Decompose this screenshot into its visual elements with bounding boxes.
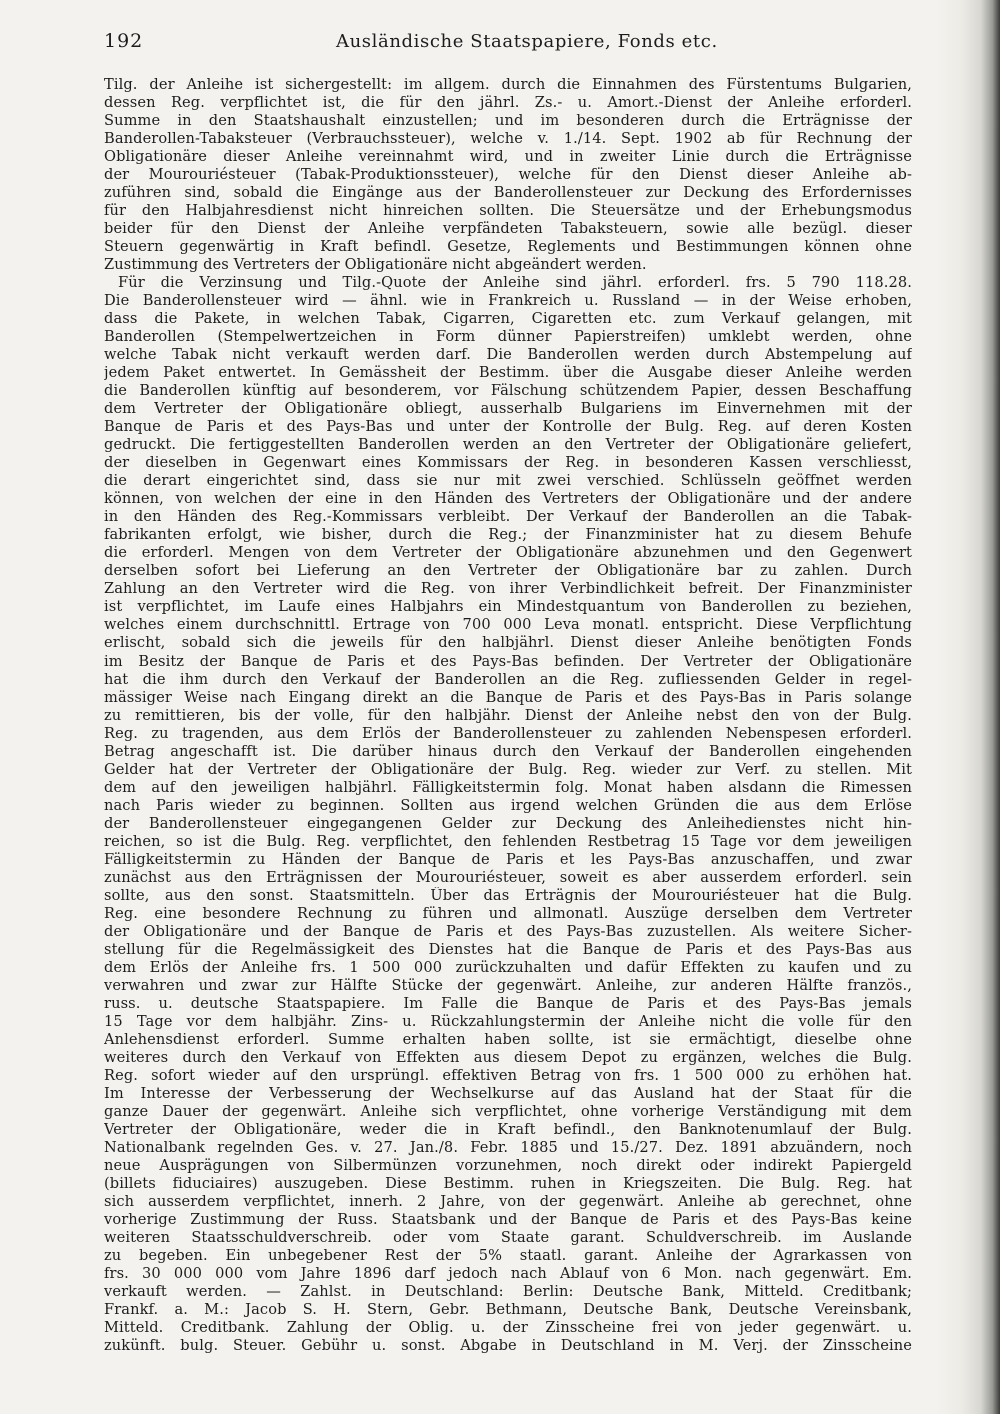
body-line: jedem Paket entwertet. In Gemässheit der Bestimm. über die Ausgabe dieser Anleihe werden <box>104 364 912 382</box>
body-line: Reg. eine besondere Rechnung zu führen und allmonatl. Auszüge derselben dem Vertreter <box>104 904 912 922</box>
body-line: Zahlung an den Vertreter wird die Reg. von ihrer Verbindlichkeit befreit. Der Finanzminister <box>104 580 912 598</box>
body-line: Summe in den Staatshaushalt einzustellen; und im besonderen durch die Erträgnisse der <box>104 112 912 130</box>
body-line: beider für den Dienst der Anleihe verpfändeten Tabaksteuern, sowie alle bezügl. dieser <box>104 220 912 238</box>
body-line: die Banderollen künftig auf besonderem, vor Fälschung schützendem Papier, dessen Beschaffung <box>104 382 912 400</box>
body-line: können, von welchen der eine in den Händen des Vertreters der Obligationäre und der andere <box>104 490 912 508</box>
body-line: Vertreter der Obligationäre, weder die in Kraft befindl., den Banknotenumlauf der Bulg. <box>104 1120 912 1138</box>
body-line: welches einem durchschnittl. Ertrage von 700 000 Leva monatl. entspricht. Diese Verpflichtung <box>104 616 912 634</box>
body-line: Tilg. der Anleihe ist sichergestellt: im allgem. durch die Einnahmen des Fürstentums Bulgarien, <box>104 76 912 93</box>
body-line: sollte, aus den sonst. Staatsmitteln. Über das Erträgnis der Mourouriésteuer hat die Bulg. <box>104 886 912 904</box>
body-line: zuführen sind, sobald die Eingänge aus der Banderollensteuer zur Deckung des Erfordernisses <box>104 184 912 202</box>
body-line: dem Vertreter der Obligationäre obliegt, ausserhalb Bulgariens im Einvernehmen mit der <box>104 400 912 418</box>
body-line: welche Tabak nicht verkauft werden darf. Die Banderollen werden durch Abstempelung auf <box>104 346 912 364</box>
body-line: zunächst aus den Erträgnissen der Mourouriésteuer, soweit es aber ausserdem erforderl. sein <box>104 868 912 886</box>
running-title: Ausländische Staatspapiere, Fonds etc. <box>336 31 718 52</box>
body-line: der dieselben in Gegenwart eines Kommissars der Reg. in besonderen Kassen verschliesst, <box>104 454 912 472</box>
body-line: dessen Reg. verpflichtet ist, die für den jährl. Zs.- u. Amort.-Dienst der Anleihe erforderl. <box>104 94 912 112</box>
body-line: Zustimmung des Vertreters der Obligationäre nicht abgeändert werden. <box>104 256 647 274</box>
body-line: mässiger Weise nach Eingang direkt an die Banque de Paris et des Pays-Bas in Paris solange <box>104 688 912 706</box>
body-line: stellung für die Regelmässigkeit des Dienstes hat die Banque de Paris et des Pays-Bas aus <box>104 940 912 958</box>
body-line: russ. u. deutsche Staatspapiere. Im Falle die Banque de Paris et des Pays-Bas jemals <box>104 994 912 1012</box>
body-line: Steuern gegenwärtig in Kraft befindl. Gesetze, Reglements und Bestimmungen können ohne <box>104 238 912 256</box>
body-line: sich ausserdem verpflichtet, innerh. 2 Jahre, von der gegenwärt. Anleihe ab gerechnet, ohne <box>104 1192 912 1210</box>
body-line: der Mourouriésteuer (Tabak-Produktionssteuer), welche für den Dienst dieser Anleihe ab- <box>104 166 912 184</box>
body-line: der Banderollensteuer eingegangenen Gelder zur Deckung des Anleihedienstes nicht hin- <box>104 814 912 832</box>
body-line: die derart eingerichtet sind, dass sie nur mit zwei verschied. Schlüsseln geöffnet werden <box>104 472 912 490</box>
body-line: (billets fiduciaires) auszugeben. Diese Bestimm. ruhen in Kriegszeiten. Die Bulg. Reg. hat <box>104 1174 912 1192</box>
body-line: zukünft. bulg. Steuer. Gebühr u. sonst. Abgabe in Deutschland in M. Verj. der Zinsscheine <box>104 1337 912 1355</box>
body-line: dem auf den jeweiligen halbjährl. Fälligkeitstermin folg. Monat haben alsdann die Rimessen <box>104 778 912 796</box>
body-line: weiteres durch den Verkauf von Effekten aus diesem Depot zu ergänzen, welches die Bulg. <box>104 1048 912 1066</box>
body-line: Gelder hat der Vertreter der Obligationäre der Bulg. Reg. wieder zur Verf. zu stellen. Mit <box>104 760 912 778</box>
body-line: Banque de Paris et des Pays-Bas und unter der Kontrolle der Bulg. Reg. auf deren Kosten <box>104 418 912 436</box>
body-line: frs. 30 000 000 vom Jahre 1896 darf jedoch nach Ablauf von 6 Mon. nach gegenwärt. Em. <box>104 1265 912 1283</box>
body-line: im Besitz der Banque de Paris et des Pays-Bas befinden. Der Vertreter der Obligationäre <box>104 652 912 670</box>
body-line: verkauft werden. — Zahlst. in Deutschland: Berlin: Deutsche Bank, Mitteld. Creditbank; <box>104 1283 912 1301</box>
body-line: gedruckt. Die fertiggestellten Banderollen werden an den Vertreter der Obligationäre geliefert, <box>104 436 912 454</box>
body-line: erlischt, sobald sich die jeweils für den halbjährl. Dienst dieser Anleihe benötigten Fonds <box>104 634 912 652</box>
body-line: Im Interesse der Verbesserung der Wechselkurse auf das Ausland hat der Staat für die <box>104 1084 912 1102</box>
body-line: nach Paris wieder zu beginnen. Sollten aus irgend welchen Gründen die aus dem Erlöse <box>104 796 912 814</box>
body-line: für den Halbjahresdienst nicht hinreichen sollten. Die Steuersätze und der Erhebungsmodus <box>104 202 912 220</box>
body-line: ist verpflichtet, im Laufe eines Halbjahrs ein Mindestquantum von Banderollen zu beziehen, <box>104 598 912 616</box>
body-line: Reg. zu tragenden, aus dem Erlös der Banderollensteuer zu zahlenden Nebenspesen erforderl. <box>104 724 912 742</box>
page-header <box>104 30 920 54</box>
body-line: 15 Tage vor dem halbjähr. Zins- u. Rückzahlungstermin der Anleihe nicht die volle für den <box>104 1012 912 1030</box>
body-line: Die Banderollensteuer wird — ähnl. wie in Frankreich u. Russland — in der Weise erhoben, <box>104 292 912 310</box>
body-line: in den Händen des Reg.-Kommissars verbleibt. Der Verkauf der Banderollen an die Tabak- <box>104 508 912 526</box>
body-line: derselben sofort bei Lieferung an den Vertreter der Obligationäre bar zu zahlen. Durch <box>104 562 912 580</box>
body-line: Banderollen-Tabaksteuer (Verbrauchssteuer), welche v. 1./14. Sept. 1902 ab für Rechnung der <box>104 130 912 148</box>
body-line: Nationalbank regelnden Ges. v. 27. Jan./8. Febr. 1885 und 15./27. Dez. 1891 abzuändern, noch <box>104 1138 912 1156</box>
body-line: neue Ausprägungen von Silbermünzen vorzunehmen, noch direkt oder indirekt Papiergeld <box>104 1156 912 1174</box>
body-line: Betrag angeschafft ist. Die darüber hinaus durch den Verkauf der Banderollen eingehenden <box>104 742 912 760</box>
body-line: zu begeben. Ein unbegebener Rest der 5% staatl. garant. Anleihe der Agrarkassen von <box>104 1247 912 1265</box>
page-edge-shadow <box>936 0 1000 1414</box>
body-line: ganze Dauer der gegenwärt. Anleihe sich verpflichtet, ohne vorherige Verständigung mit dem <box>104 1102 912 1120</box>
body-line: dass die Pakete, in welchen Tabak, Cigarren, Cigaretten etc. zum Verkauf gelangen, mit <box>104 310 912 328</box>
body-line: Anlehensdienst erforderl. Summe erhalten haben sollte, ist sie ermächtigt, dieselbe ohne <box>104 1030 912 1048</box>
body-line: weiteren Staatsschuldverschreib. oder vom Staate garant. Schuldverschreib. im Auslande <box>104 1229 912 1246</box>
body-line: Obligationäre dieser Anleihe vereinnahmt wird, und in zweiter Linie durch die Erträgnisse <box>104 148 912 166</box>
body-line: Reg. sofort wieder auf den ursprüngl. effektiven Betrag von frs. 1 500 000 zu erhöhen hat. <box>104 1066 912 1084</box>
body-line: vorherige Zustimmung der Russ. Staatsbank und der Banque de Paris et des Pays-Bas keine <box>104 1210 912 1228</box>
body-line: Mitteld. Creditbank. Zahlung der Oblig. u. der Zinsscheine frei von jeder gegenwärt. u. <box>104 1319 912 1337</box>
body-line: Banderollen (Stempelwertzeichen in Form dünner Papierstreifen) umklebt werden, ohne <box>104 328 912 346</box>
page-number: 192 <box>104 30 144 52</box>
body-line: dem Erlös der Anleihe frs. 1 500 000 zurückzuhalten und dafür Effekten zu kaufen und zu <box>104 958 912 976</box>
body-line: Für die Verzinsung und Tilg.-Quote der Anleihe sind jährl. erforderl. frs. 5 790 118.28. <box>118 274 912 292</box>
body-line: fabrikanten erfolgt, wie bisher, durch die Reg.; der Finanzminister hat zu diesem Behufe <box>104 526 912 544</box>
body-line: reichen, so ist die Bulg. Reg. verpflichtet, den fehlenden Restbetrag 15 Tage vor dem jeweiligen <box>104 832 912 850</box>
body-text <box>104 76 912 1355</box>
body-line: verwahren und zwar zur Hälfte Stücke der gegenwärt. Anleihe, zur anderen Hälfte französ., <box>104 976 912 994</box>
body-line: der Obligationäre und der Banque de Paris et des Pays-Bas zuzustellen. Als weitere Sicher- <box>104 922 912 940</box>
body-line: Frankf. a. M.: Jacob S. H. Stern, Gebr. Bethmann, Deutsche Bank, Deutsche Vereinsbank, <box>104 1301 912 1319</box>
body-line: Fälligkeitstermin zu Händen der Banque de Paris et les Pays-Bas anzuschaffen, und zwar <box>104 850 912 868</box>
body-line: die erforderl. Mengen von dem Vertreter der Obligationäre abzunehmen und den Gegenwert <box>104 544 912 562</box>
body-line: zu remittieren, bis der volle, für den halbjähr. Dienst der Anleihe nebst den von der Bulg. <box>104 706 912 724</box>
body-line: hat die ihm durch den Verkauf der Banderollen an die Reg. zufliessenden Gelder in regel- <box>104 670 912 688</box>
